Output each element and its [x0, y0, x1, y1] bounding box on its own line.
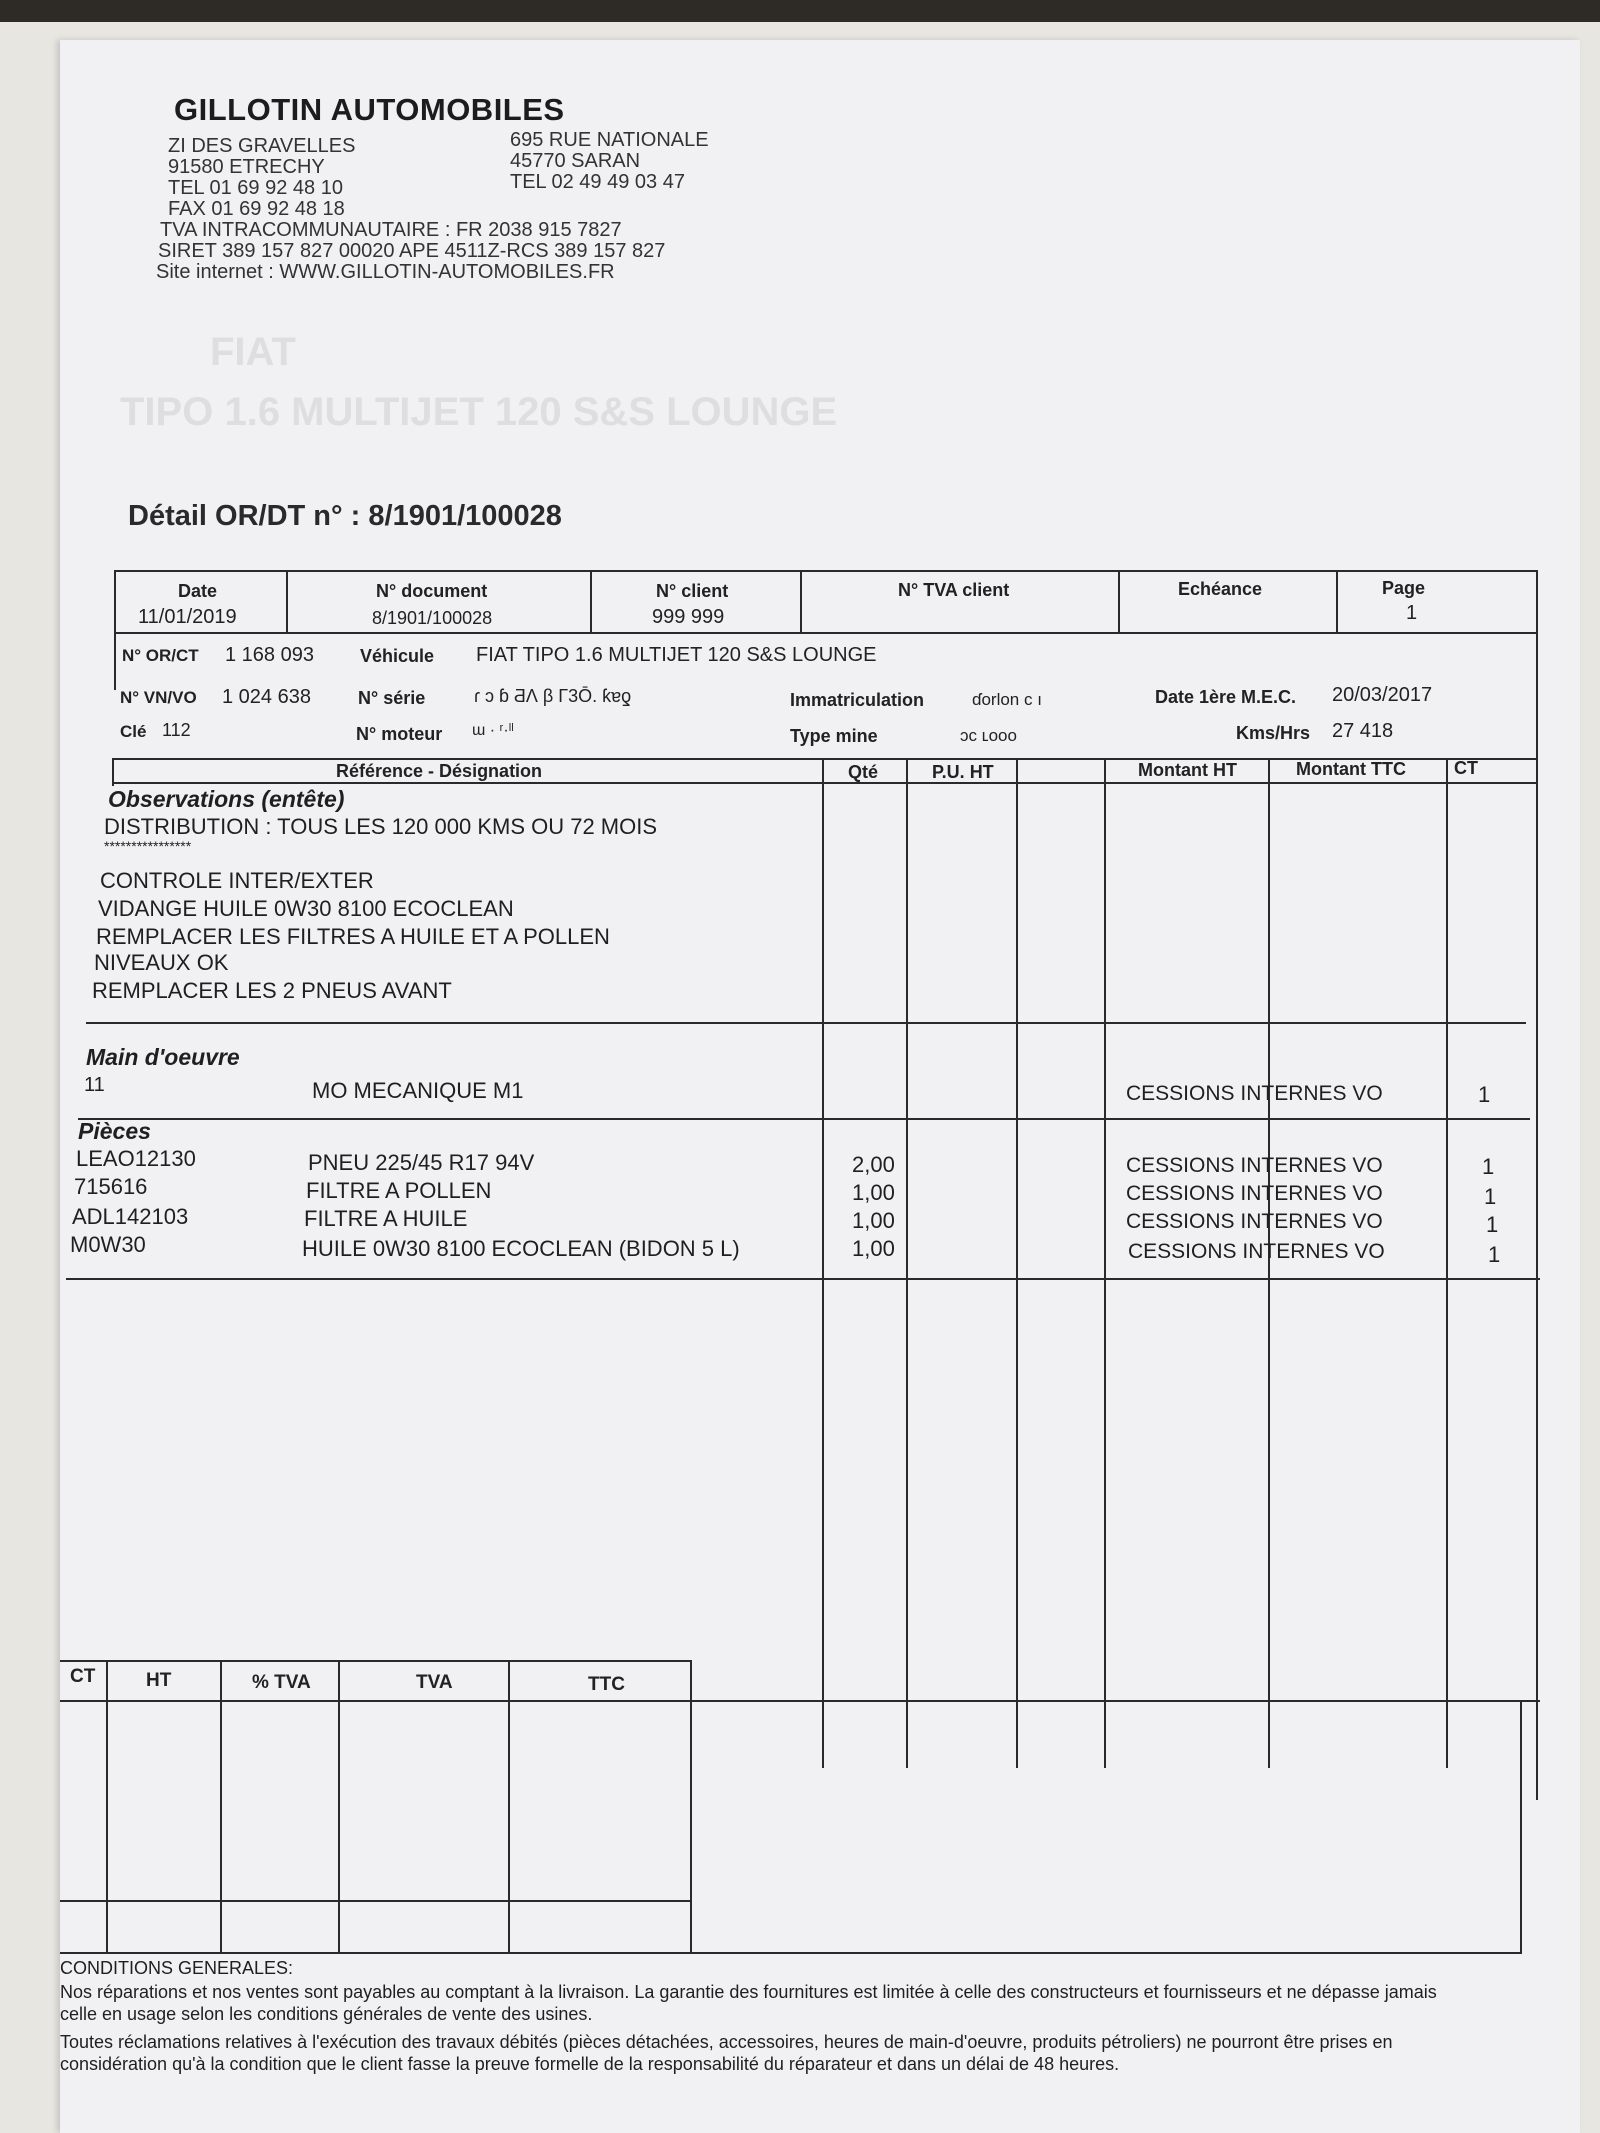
observation-line: CONTROLE INTER/EXTER — [100, 868, 374, 893]
part-ref: 715616 — [74, 1174, 148, 1199]
siret: SIRET 389 157 827 00020 APE 4511Z-RCS 389 157 827 — [158, 240, 666, 262]
part-montant: CESSIONS INTERNES VO — [1126, 1210, 1383, 1233]
serie-value: ɾ ɔ ɓ ƋɅ β Γ3Ō. ƙɐƍ — [474, 686, 632, 706]
observation-line: DISTRIBUTION : TOUS LES 120 000 KMS OU 72 MOIS — [104, 814, 658, 839]
serie-label: N° série — [358, 688, 426, 708]
totals-header-ttc: TTC — [588, 1674, 625, 1695]
lines-header-bottom — [112, 782, 1538, 784]
lines-border-left — [112, 758, 114, 786]
col-header-document: N° document — [376, 581, 488, 601]
part-qty: 1,00 — [852, 1180, 895, 1205]
address-line: FAX 01 69 92 48 18 — [168, 198, 345, 220]
address-line: ZI DES GRAVELLES — [168, 135, 356, 157]
part-qty: 2,00 — [852, 1152, 895, 1177]
part-designation: FILTRE A HUILE — [304, 1206, 468, 1231]
col-header-montant-ht: Montant HT — [1138, 760, 1237, 780]
vn-vo-value: 1 024 638 — [222, 686, 311, 708]
vn-vo-label: N° VN/VO — [120, 688, 197, 707]
client-number-value: 999 999 — [652, 606, 725, 628]
kms-value: 27 418 — [1332, 720, 1394, 742]
conditions-title: CONDITIONS GENERALES: — [60, 1958, 294, 1978]
totals-col-divider — [338, 1660, 340, 1952]
col-header-pu-ht: P.U. HT — [932, 762, 994, 782]
part-qty: 1,00 — [852, 1236, 895, 1261]
vehicule-label: Véhicule — [360, 646, 435, 666]
parts-title: Pièces — [78, 1118, 151, 1144]
address-line: TEL 01 69 92 48 10 — [168, 177, 343, 199]
type-mine-label: Type mine — [790, 726, 878, 746]
kms-label: Kms/Hrs — [1236, 723, 1311, 743]
watermark-brand: FIAT — [210, 330, 296, 374]
labour-designation: MO MECANIQUE M1 — [312, 1078, 524, 1103]
observation-line: REMPLACER LES 2 PNEUS AVANT — [92, 978, 452, 1003]
part-montant: CESSIONS INTERNES VO — [1128, 1240, 1385, 1263]
totals-header-ht: HT — [146, 1670, 172, 1691]
col-header-date: Date — [178, 581, 218, 601]
col-divider-montant-ht — [1104, 758, 1106, 1768]
part-montant: CESSIONS INTERNES VO — [1126, 1182, 1383, 1205]
immatriculation-value: ɗorlon c ı — [972, 690, 1042, 709]
labour-montant: CESSIONS INTERNES VO — [1126, 1082, 1383, 1105]
part-designation: PNEU 225/45 R17 94V — [308, 1150, 535, 1175]
part-ct: 1 — [1488, 1242, 1501, 1267]
watermark-model: TIPO 1.6 MULTIJET 120 S&S LOUNGE — [120, 390, 838, 434]
col-divider-ct — [1446, 758, 1448, 1768]
totals-right-border — [1520, 1700, 1522, 1954]
vehicule-value: FIAT TIPO 1.6 MULTIJET 120 S&S LOUNGE — [476, 644, 877, 666]
conditions-line: celle en usage selon les conditions générales de vente des usines. — [60, 2004, 593, 2024]
conditions-line: Nos réparations et nos ventes sont payables au comptant à la livraison. La garantie des fournitures est limitée à celle des constructeurs et fournisseurs et ne dépasse jamais — [60, 1982, 1437, 2002]
background-strip — [0, 0, 1600, 22]
address-site-1 — [168, 136, 355, 220]
part-designation: FILTRE A POLLEN — [306, 1178, 492, 1203]
invoice-page — [60, 40, 1580, 2133]
totals-row-bottom — [60, 1900, 690, 1902]
moteur-value: ɯ · ʳ·ˡˡ — [472, 722, 514, 739]
or-ct-value: 1 168 093 — [225, 644, 314, 666]
col-header-montant-ttc: Montant TTC — [1296, 759, 1406, 779]
address-site-2 — [510, 130, 709, 193]
website: Site internet : WWW.GILLOTIN-AUTOMOBILES.FR — [156, 261, 615, 283]
conditions-line: considération qu'à la condition que le client fasse la preuve formelle de la responsabilité du réparateur et dans un délai de 48 heures. — [60, 2054, 1120, 2074]
moteur-label: N° moteur — [356, 724, 443, 744]
col-header-client: N° client — [656, 581, 729, 601]
totals-col-divider — [220, 1660, 222, 1952]
observation-line: REMPLACER LES FILTRES A HUILE ET A POLLEN — [96, 924, 610, 949]
part-ct: 1 — [1486, 1212, 1499, 1237]
part-montant: CESSIONS INTERNES VO — [1126, 1154, 1383, 1177]
part-ref: M0W30 — [70, 1232, 146, 1257]
col-header-ct: CT — [1454, 758, 1478, 778]
part-ct: 1 — [1484, 1184, 1497, 1209]
document-title: Détail OR/DT n° : 8/1901/100028 — [128, 500, 562, 532]
cle-value: 112 — [162, 720, 191, 740]
col-header-qty: Qté — [848, 762, 879, 782]
totals-right-top — [690, 1700, 1540, 1702]
totals-header-pct-tva: % TVA — [252, 1672, 311, 1693]
col-divider — [1118, 570, 1120, 632]
col-divider — [800, 570, 802, 632]
immatriculation-label: Immatriculation — [790, 690, 925, 710]
observation-line: **************** — [104, 838, 192, 854]
tva-intracommunautaire: TVA INTRACOMMUNAUTAIRE : FR 2038 915 7827 — [160, 219, 622, 241]
totals-col-divider — [508, 1660, 510, 1952]
labour-title: Main d'oeuvre — [86, 1044, 240, 1070]
col-divider — [590, 570, 592, 632]
section-divider — [86, 1022, 1526, 1024]
company-name: GILLOTIN AUTOMOBILES — [174, 92, 565, 127]
col-divider-qty — [822, 758, 824, 1768]
totals-header-ct: CT — [70, 1666, 96, 1687]
part-ref: LEAO12130 — [76, 1146, 196, 1171]
labour-ct: 1 — [1478, 1082, 1491, 1107]
totals-divider — [690, 1660, 692, 1954]
totals-header-bottom — [60, 1700, 690, 1702]
col-divider — [1336, 570, 1338, 632]
address-line: 45770 SARAN — [510, 150, 641, 172]
col-divider-blank — [1016, 758, 1018, 1768]
observations-title: Observations (entête) — [108, 786, 345, 812]
observation-line: VIDANGE HUILE 0W30 8100 ECOCLEAN — [98, 896, 514, 921]
part-designation: HUILE 0W30 8100 ECOCLEAN (BIDON 5 L) — [302, 1236, 740, 1261]
section-divider — [78, 1118, 1530, 1120]
totals-header-tva: TVA — [416, 1672, 453, 1693]
col-divider — [286, 570, 288, 632]
labour-ref: 11 — [84, 1074, 105, 1096]
totals-bottom — [60, 1952, 1520, 1954]
section-divider — [66, 1278, 1540, 1280]
address-line: 695 RUE NATIONALE — [510, 129, 709, 151]
document-number-value: 8/1901/100028 — [372, 608, 493, 628]
date-value: 11/01/2019 — [138, 606, 237, 628]
part-ref: ADL142103 — [72, 1204, 189, 1229]
part-qty: 1,00 — [852, 1208, 895, 1233]
mec-value: 20/03/2017 — [1332, 684, 1433, 706]
cle-label: Clé — [120, 722, 147, 741]
table-border-top — [114, 570, 1538, 572]
table-border-left — [114, 570, 116, 690]
totals-col-divider — [106, 1660, 108, 1952]
conditions-line: Toutes réclamations relatives à l'exécution des travaux débités (pièces détachées, accessoires, heures de main-d'oeuvre, produits pétroliers) ne pourront être prises en — [60, 2032, 1393, 2052]
col-header-tva-client: N° TVA client — [898, 580, 1010, 600]
col-divider-pu — [906, 758, 908, 1768]
col-header-echeance: Echéance — [1178, 579, 1263, 599]
or-ct-label: N° OR/CT — [122, 646, 199, 665]
part-ct: 1 — [1482, 1154, 1495, 1179]
header-row-bottom — [114, 632, 1538, 634]
type-mine-value: ɔc ʟooo — [960, 726, 1017, 745]
address-line: 91580 ETRECHY — [168, 156, 325, 178]
observation-line: NIVEAUX OK — [94, 950, 229, 975]
page-value: 1 — [1406, 602, 1418, 624]
mec-label: Date 1ère M.E.C. — [1155, 687, 1297, 707]
table-border-right — [1536, 570, 1538, 1800]
col-header-page: Page — [1382, 578, 1426, 598]
address-line: TEL 02 49 49 03 47 — [510, 171, 685, 193]
totals-top — [60, 1660, 690, 1662]
col-header-designation: Référence - Désignation — [336, 761, 543, 781]
